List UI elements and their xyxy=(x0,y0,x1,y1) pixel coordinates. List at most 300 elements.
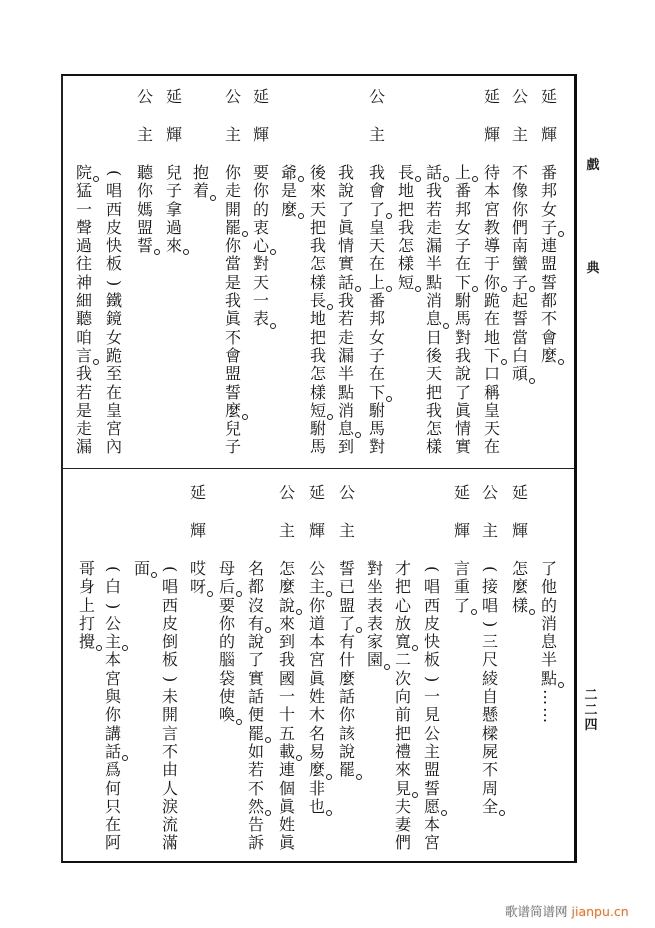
running-title-char: 戲 xyxy=(586,158,600,173)
glyph: 女 xyxy=(540,199,557,219)
dialogue-column xyxy=(103,484,123,853)
glyph: 唱 xyxy=(423,577,440,597)
glyph: 快 xyxy=(423,632,440,652)
glyph: 你 xyxy=(483,272,500,292)
glyph: 言 xyxy=(75,345,92,365)
glyph: 人 xyxy=(161,778,178,798)
glyph: 西 xyxy=(423,595,440,615)
glyph: 姓 xyxy=(308,687,325,707)
glyph: 番 xyxy=(454,181,471,201)
glyph: 唱 xyxy=(161,577,178,597)
glyph: 寬 xyxy=(394,632,411,652)
watermark-site-name: 歌谱简谱网 xyxy=(505,904,568,919)
glyph: 內 xyxy=(105,437,122,457)
glyph: 輝 xyxy=(511,521,528,540)
glyph: 公 xyxy=(104,613,121,633)
glyph: 了 xyxy=(337,199,354,219)
dialogue-column xyxy=(424,88,444,457)
glyph: 話 xyxy=(247,687,264,707)
glyph: 如 xyxy=(247,741,264,761)
glyph: 見 xyxy=(394,778,411,798)
glyph: 公 xyxy=(511,87,528,106)
glyph: 到 xyxy=(278,632,295,652)
glyph: 淚 xyxy=(161,796,178,816)
glyph: 訴 xyxy=(247,833,264,853)
glyph: 了 xyxy=(454,382,471,402)
glyph: ( xyxy=(423,566,443,573)
glyph: 樣 xyxy=(511,595,528,615)
glyph: 延 xyxy=(165,87,182,106)
glyph: 袋 xyxy=(218,668,235,688)
glyph: 走 xyxy=(224,181,241,201)
glyph: 誓 xyxy=(511,309,528,329)
glyph: 兒 xyxy=(165,163,182,182)
glyph: 皮 xyxy=(105,217,122,237)
glyph: 南 xyxy=(511,236,528,256)
glyph: 自 xyxy=(481,687,498,707)
glyph: 消 xyxy=(425,291,442,311)
glyph: 麼 xyxy=(540,345,557,365)
glyph: 坐 xyxy=(366,577,383,597)
glyph: 于 xyxy=(483,254,500,274)
glyph: 后 xyxy=(218,577,235,597)
site-watermark xyxy=(505,902,629,920)
glyph: 宮 xyxy=(104,668,121,688)
glyph: 怎 xyxy=(309,364,326,384)
dialogue-text xyxy=(191,164,211,201)
glyph: 來 xyxy=(394,760,411,780)
glyph: 若 xyxy=(247,760,264,780)
glyph: 半 xyxy=(337,364,354,384)
glyph: ) xyxy=(105,279,125,287)
glyph: 怎 xyxy=(309,254,326,274)
speaker-name xyxy=(164,88,184,164)
glyph: 木 xyxy=(308,705,325,725)
glyph: 的 xyxy=(252,199,269,219)
glyph: 子 xyxy=(224,437,241,457)
dialogue-column xyxy=(510,88,530,384)
glyph: 一 xyxy=(75,199,92,219)
dialogue-column xyxy=(510,484,530,615)
glyph: 沒 xyxy=(247,595,264,615)
glyph: 後 xyxy=(425,345,442,365)
glyph: 一 xyxy=(252,291,269,311)
glyph: 了 xyxy=(453,595,470,615)
glyph: 話 xyxy=(425,163,442,182)
glyph: 了 xyxy=(338,613,355,633)
dialogue-column xyxy=(217,484,237,725)
glyph: 綾 xyxy=(481,668,498,688)
glyph: 女 xyxy=(368,327,385,347)
glyph: 長 xyxy=(397,163,414,182)
glyph: 我 xyxy=(75,364,92,384)
dialogue-column xyxy=(422,484,442,853)
glyph: 爲 xyxy=(104,760,121,780)
glyph: 西 xyxy=(161,595,178,615)
glyph: 罷 xyxy=(224,217,241,237)
glyph: 哎 xyxy=(189,559,206,578)
glyph: 主 xyxy=(338,521,355,540)
speaker-name xyxy=(396,88,416,164)
dialogue-text xyxy=(103,560,123,853)
section-divider xyxy=(63,468,574,469)
dialogue-text xyxy=(336,164,356,457)
glyph: 的 xyxy=(540,595,557,615)
dialogue-column xyxy=(480,484,500,816)
glyph: 來 xyxy=(278,613,295,633)
glyph: 白 xyxy=(511,345,528,365)
glyph: 喚 xyxy=(218,705,235,725)
glyph: 稱 xyxy=(483,382,500,402)
glyph: 了 xyxy=(540,559,557,578)
glyph: 宮 xyxy=(423,833,440,853)
dialogue-column xyxy=(135,88,155,255)
glyph: 把 xyxy=(425,382,442,402)
glyph: 輝 xyxy=(453,521,470,540)
glyph: 在 xyxy=(483,309,500,329)
glyph: 子 xyxy=(368,345,385,365)
glyph: 邦 xyxy=(368,309,385,329)
glyph: 打 xyxy=(78,613,95,633)
dialogue-text xyxy=(452,560,472,615)
glyph: 上 xyxy=(454,163,471,182)
glyph: 聽 xyxy=(75,309,92,329)
glyph: 流 xyxy=(161,815,178,835)
upper-text-block xyxy=(0,88,655,468)
glyph: 說 xyxy=(278,595,295,615)
glyph: 腦 xyxy=(218,650,235,670)
glyph: 延 xyxy=(308,483,325,502)
speaker-name xyxy=(223,88,243,164)
glyph: 口 xyxy=(483,364,500,384)
glyph: 走 xyxy=(337,327,354,347)
glyph: 輝 xyxy=(308,521,325,540)
glyph: 罷 xyxy=(338,760,355,780)
glyph: 前 xyxy=(394,705,411,725)
dialogue-text xyxy=(277,560,297,853)
glyph: 唱 xyxy=(105,181,122,201)
glyph: 盟 xyxy=(224,364,241,384)
dialogue-text xyxy=(422,560,442,853)
glyph: 樣 xyxy=(309,272,326,292)
glyph: 天 xyxy=(252,272,269,292)
glyph: 我 xyxy=(278,650,295,670)
glyph: 到 xyxy=(337,437,354,457)
glyph: 點 xyxy=(337,382,354,402)
glyph: 子 xyxy=(540,217,557,237)
dialogue-column xyxy=(104,88,124,457)
speaker-name xyxy=(307,484,327,560)
glyph: 母 xyxy=(218,559,235,578)
dialogue-column xyxy=(74,88,94,457)
glyph: 說 xyxy=(247,632,264,652)
glyph: 盟 xyxy=(338,595,355,615)
glyph: 有 xyxy=(338,632,355,652)
glyph: 咱 xyxy=(75,327,92,347)
dialogue-column xyxy=(246,484,266,853)
speaker-name xyxy=(103,484,123,560)
dialogue-column xyxy=(452,484,472,615)
glyph: 板 xyxy=(161,650,178,670)
glyph: 息 xyxy=(540,632,557,652)
glyph: 怎 xyxy=(278,559,295,578)
speaker-name xyxy=(135,88,155,164)
glyph: 延 xyxy=(453,483,470,502)
speaker-name xyxy=(539,88,559,164)
glyph: 也 xyxy=(308,796,325,816)
glyph: 言 xyxy=(453,559,470,578)
glyph: 怎 xyxy=(397,236,414,256)
glyph: 實 xyxy=(337,254,354,274)
glyph: 消 xyxy=(337,400,354,420)
glyph: 主 xyxy=(136,125,153,144)
glyph: 主 xyxy=(224,125,241,144)
glyph: 名 xyxy=(247,559,264,578)
glyph: 唱 xyxy=(481,595,498,615)
glyph: ( xyxy=(161,566,181,573)
glyph: 實 xyxy=(247,668,264,688)
glyph: 話 xyxy=(338,687,355,707)
glyph: 息 xyxy=(337,419,354,439)
glyph: 二 xyxy=(394,650,411,670)
glyph: 跪 xyxy=(483,291,500,311)
glyph: 輝 xyxy=(165,125,182,144)
glyph: 走 xyxy=(425,217,442,237)
glyph: 把 xyxy=(309,327,326,347)
glyph: 你 xyxy=(308,595,325,615)
glyph: 公 xyxy=(423,723,440,743)
glyph: 猛 xyxy=(75,181,92,201)
watermark-domain: jianpu.cn xyxy=(571,904,629,919)
glyph: 二 xyxy=(584,703,598,718)
glyph: 非 xyxy=(308,778,325,798)
glyph: 馬 xyxy=(454,309,471,329)
glyph: 短 xyxy=(397,272,414,292)
glyph: 把 xyxy=(394,723,411,743)
dialogue-text xyxy=(396,164,416,292)
glyph: 你 xyxy=(252,181,269,201)
dialogue-column xyxy=(279,88,299,219)
glyph: 麼 xyxy=(278,577,295,597)
glyph: 鏡 xyxy=(105,309,122,329)
speaker-name xyxy=(367,88,387,164)
glyph: 皮 xyxy=(423,613,440,633)
speaker-name xyxy=(510,88,530,164)
glyph: 皇 xyxy=(105,400,122,420)
glyph: 對 xyxy=(252,254,269,274)
dialogue-text xyxy=(510,164,530,384)
glyph: 公 xyxy=(278,483,295,502)
glyph: 着 xyxy=(192,181,209,201)
glyph: 院 xyxy=(75,163,92,182)
glyph: 見 xyxy=(423,705,440,725)
glyph: 走 xyxy=(75,419,92,439)
glyph: 載 xyxy=(278,741,295,761)
glyph: 他 xyxy=(540,577,557,597)
glyph: 你 xyxy=(338,705,355,725)
glyph: 本 xyxy=(104,650,121,670)
dialogue-text xyxy=(482,164,502,457)
dialogue-text xyxy=(453,164,473,457)
glyph: 周 xyxy=(481,778,498,798)
glyph: 在 xyxy=(368,254,385,274)
glyph: 輝 xyxy=(252,125,269,144)
dialogue-column xyxy=(164,88,184,255)
glyph: 子 xyxy=(165,181,182,201)
glyph: 天 xyxy=(309,199,326,219)
glyph: 主 xyxy=(104,632,121,652)
glyph: 滿 xyxy=(161,833,178,853)
glyph: 三 xyxy=(481,632,498,652)
glyph: 實 xyxy=(454,437,471,457)
glyph: 該 xyxy=(338,723,355,743)
glyph: 誓 xyxy=(423,778,440,798)
glyph: 抱 xyxy=(192,163,209,182)
glyph: 眞 xyxy=(278,796,295,816)
glyph: 爺 xyxy=(280,163,297,182)
glyph: 未 xyxy=(161,687,178,707)
glyph: 像 xyxy=(511,181,528,201)
glyph: 妻 xyxy=(394,815,411,835)
glyph: 下 xyxy=(483,345,500,365)
glyph: 主 xyxy=(481,521,498,540)
glyph: 半 xyxy=(425,254,442,274)
glyph: 長 xyxy=(309,291,326,311)
dialogue-column xyxy=(396,88,416,292)
glyph: 快 xyxy=(105,236,122,256)
speaker-name xyxy=(74,88,94,164)
speaker-name xyxy=(393,484,413,560)
glyph: 對 xyxy=(454,327,471,347)
dialogue-text xyxy=(132,560,152,578)
glyph: 都 xyxy=(540,291,557,311)
dialogue-text xyxy=(365,560,385,670)
glyph: ) xyxy=(161,675,181,683)
glyph: 輝 xyxy=(189,521,206,540)
glyph: 二 xyxy=(584,688,598,703)
glyph: 拿 xyxy=(165,199,182,219)
speaker-name xyxy=(77,484,97,560)
glyph: 我 xyxy=(454,345,471,365)
glyph: 我 xyxy=(309,236,326,256)
glyph: 公 xyxy=(224,87,241,106)
glyph: 本 xyxy=(483,181,500,201)
lower-text-block xyxy=(0,484,655,864)
glyph: 尺 xyxy=(481,650,498,670)
dialogue-text xyxy=(188,560,208,597)
glyph: 是 xyxy=(75,400,92,420)
dialogue-text xyxy=(307,560,327,816)
glyph: 若 xyxy=(425,199,442,219)
glyph: 駙 xyxy=(368,400,385,420)
glyph: 了 xyxy=(368,199,385,219)
glyph: 使 xyxy=(218,687,235,707)
glyph: 衷 xyxy=(252,217,269,237)
glyph: 本 xyxy=(423,815,440,835)
glyph: 名 xyxy=(308,723,325,743)
speaker-name xyxy=(422,484,442,560)
dialogue-text xyxy=(135,164,155,255)
glyph: 重 xyxy=(453,577,470,597)
glyph: 西 xyxy=(105,199,122,219)
glyph: 誓 xyxy=(224,382,241,402)
dialogue-text xyxy=(104,164,124,457)
glyph: 要 xyxy=(218,595,235,615)
glyph: 眞 xyxy=(337,217,354,237)
speaker-name xyxy=(251,88,271,164)
speaker-name xyxy=(452,484,472,560)
dialogue-text xyxy=(279,164,299,219)
glyph: 馬 xyxy=(309,437,326,457)
glyph: 媽 xyxy=(136,199,153,219)
glyph: 禮 xyxy=(394,741,411,761)
glyph: 不 xyxy=(481,760,498,780)
glyph: 一 xyxy=(423,687,440,707)
glyph: 家 xyxy=(366,632,383,652)
speaker-name xyxy=(480,484,500,560)
glyph: 天 xyxy=(483,419,500,439)
dialogue-text xyxy=(251,164,271,329)
speaker-name xyxy=(279,88,299,164)
glyph: ) xyxy=(481,620,501,628)
glyph: 蠻 xyxy=(511,254,528,274)
glyph: 何 xyxy=(104,778,121,798)
dialogue-text xyxy=(223,164,243,457)
glyph: 們 xyxy=(511,217,528,237)
dialogue-column xyxy=(393,484,413,853)
glyph: 半 xyxy=(540,650,557,670)
glyph: 宮 xyxy=(105,419,122,439)
glyph: 主 xyxy=(423,741,440,761)
glyph: 天 xyxy=(425,364,442,384)
glyph: 身 xyxy=(78,577,95,597)
speaker-name xyxy=(539,484,559,560)
dialogue-column xyxy=(223,88,243,457)
speaker-name xyxy=(160,484,180,560)
glyph: 公 xyxy=(308,559,325,578)
speaker-name xyxy=(336,88,356,164)
glyph: 罷 xyxy=(247,723,264,743)
glyph: ) xyxy=(423,675,443,683)
glyph: 便 xyxy=(247,705,264,725)
glyph: 把 xyxy=(394,577,411,597)
glyph: 上 xyxy=(368,272,385,292)
glyph: 我 xyxy=(368,163,385,182)
glyph: 樣 xyxy=(425,437,442,457)
glyph: ( xyxy=(481,566,501,573)
glyph: 天 xyxy=(368,236,385,256)
glyph: 公 xyxy=(481,483,498,502)
glyph: 漏 xyxy=(75,437,92,457)
glyph: 教 xyxy=(483,217,500,237)
dialogue-text xyxy=(308,164,328,457)
speaker-name xyxy=(482,88,502,164)
glyph: 宮 xyxy=(308,650,325,670)
glyph: 公 xyxy=(368,87,385,106)
glyph: 邦 xyxy=(454,199,471,219)
dialogue-column xyxy=(307,484,327,816)
glyph: 然 xyxy=(247,796,264,816)
glyph: 才 xyxy=(394,559,411,578)
glyph: 我 xyxy=(397,217,414,237)
glyph: 你 xyxy=(224,236,241,256)
glyph: 阿 xyxy=(104,833,121,853)
glyph: 園 xyxy=(366,650,383,670)
dialogue-column xyxy=(482,88,502,457)
glyph: 誓 xyxy=(338,559,355,578)
glyph: 來 xyxy=(309,181,326,201)
glyph: 連 xyxy=(278,760,295,780)
